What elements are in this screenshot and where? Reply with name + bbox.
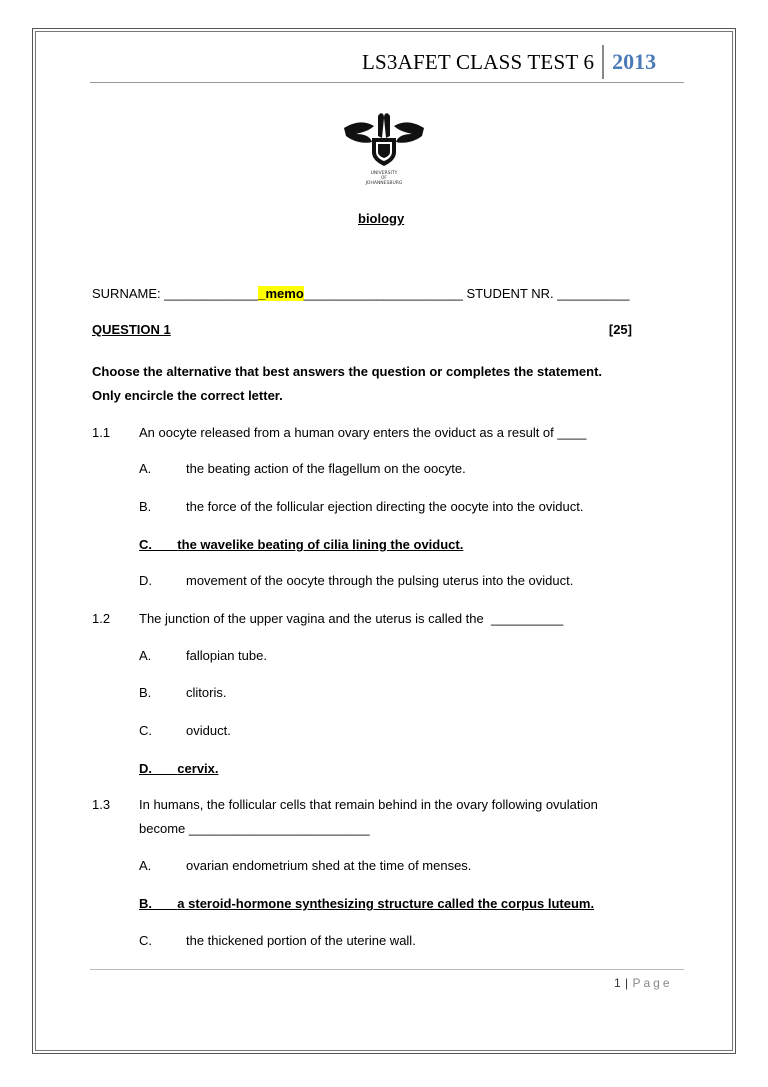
item-question: In humans, the follicular cells that remain behind in the ovary following ovulation [139, 797, 598, 812]
question-header [92, 322, 632, 337]
option-text: the force of the follicular ejection directing the oocyte into the oviduct. [186, 499, 584, 514]
option-letter[interactable]: A. [139, 648, 152, 663]
option-letter[interactable]: C. [139, 723, 152, 738]
item-question-continued: become _________________________ [139, 821, 370, 836]
option-text: a steroid-hormone synthesizing structure called the corpus luteum. [177, 896, 595, 911]
university-of-johannesburg-logo-icon [334, 112, 434, 192]
option-letter[interactable]: B. [139, 499, 152, 514]
option-text: clitoris. [186, 685, 227, 700]
item-number: 1.1 [92, 425, 111, 440]
correct-option[interactable] [139, 761, 219, 776]
option-text: the wavelike beating of cilia lining the oviduct. [177, 537, 464, 552]
item-number: 1.3 [92, 797, 111, 812]
option-text: the thickened portion of the uterine wall. [186, 933, 416, 948]
surname-blank: _____________ [164, 286, 259, 301]
question-marks: [25] [608, 322, 632, 337]
header-rule [90, 82, 684, 83]
page-number: 1 [614, 976, 622, 990]
option-text: cervix. [177, 761, 219, 776]
correct-option[interactable] [139, 537, 463, 552]
instructions [92, 360, 602, 408]
option-letter[interactable]: D. [139, 573, 152, 588]
instructions-line-2: Only encircle the correct letter. [92, 388, 283, 403]
svg-text:JOHANNESBURG: JOHANNESBURG [365, 181, 403, 186]
page-header [362, 44, 656, 80]
svg-text:UNIVERSITY: UNIVERSITY [370, 171, 398, 176]
item-question: The junction of the upper vagina and the uterus is called the __________ [139, 611, 564, 626]
header-year: 2013 [612, 49, 657, 74]
option-letter[interactable]: B. [139, 685, 152, 700]
footer-separator: | [621, 976, 633, 990]
option-text: fallopian tube. [186, 648, 267, 663]
option-letter: C. [139, 537, 152, 552]
header-title: LS3AFET CLASS TEST 6 [362, 49, 595, 74]
item-number: 1.2 [92, 611, 111, 626]
subject-title: biology [358, 211, 405, 226]
instructions-line-1: Choose the alternative that best answers the question or completes the statement. [92, 364, 603, 379]
correct-option[interactable] [139, 896, 594, 911]
surname-label: SURNAME: [92, 286, 165, 301]
memo-highlight: _memo [258, 286, 304, 301]
option-letter[interactable]: A. [139, 858, 152, 873]
option-letter: D. [139, 761, 152, 776]
surname-blank-after: ______________________ [303, 286, 467, 301]
option-text: movement of the oocyte through the pulsing uterus into the oviduct. [186, 573, 574, 588]
page-footer [614, 976, 673, 990]
option-text: oviduct. [186, 723, 231, 738]
surname-line [92, 286, 630, 301]
option-letter[interactable]: C. [139, 933, 152, 948]
page-label: Page [632, 976, 673, 990]
option-letter: B. [139, 896, 152, 911]
option-letter[interactable]: A. [139, 461, 152, 476]
option-text: the beating action of the flagellum on the oocyte. [186, 461, 466, 476]
svg-text:OF: OF [381, 175, 387, 180]
question-label: QUESTION 1 [92, 322, 171, 337]
footer-rule [90, 969, 684, 970]
student-number-label: STUDENT NR. __________ [466, 286, 630, 301]
item-question: An oocyte released from a human ovary enters the oviduct as a result of ____ [139, 425, 587, 440]
option-text: ovarian endometrium shed at the time of menses. [186, 858, 472, 873]
